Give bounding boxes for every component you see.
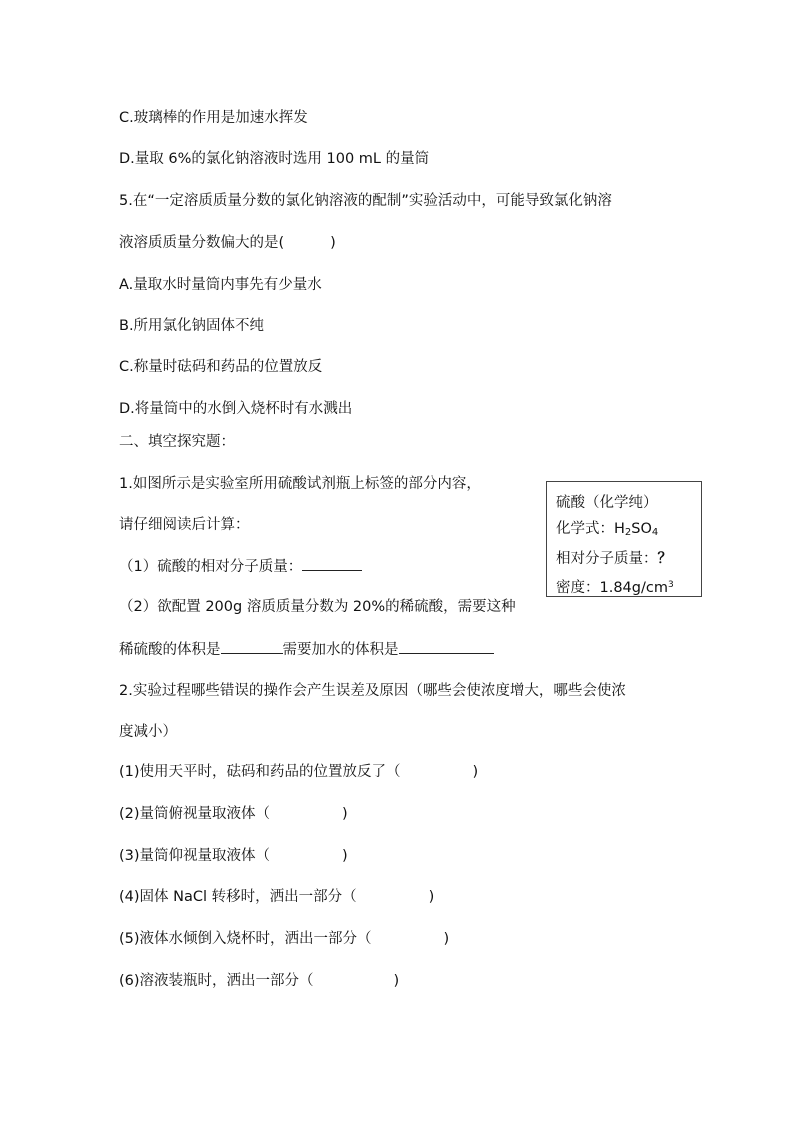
label-density: 密度：$1.84g/cm^3$ xyxy=(556,580,674,596)
option-5d: D.将量筒中的水倒入烧杯时有水溅出 xyxy=(119,401,353,417)
fill-1-q2: （2）欲配置 200g 溶质质量分数为 20%的稀硫酸，需要这种 xyxy=(119,599,516,615)
answer-blank[interactable] xyxy=(302,556,362,571)
label-molar-mass: 相对分子质量：？ xyxy=(556,551,672,567)
option-4c: C.玻璃棒的作用是加速水挥发 xyxy=(119,110,308,126)
fill-2-item-5: (5)液体水倾倒入烧杯时，洒出一部分（ ) xyxy=(119,931,450,947)
fill-2-stem-cont: 度减小） xyxy=(119,724,177,740)
option-5b: B.所用氯化钠固体不纯 xyxy=(119,318,265,334)
reagent-label-box xyxy=(546,481,702,597)
fill-1-q1-text: （1）硫酸的相对分子质量： xyxy=(119,559,303,575)
fill-2-stem: 2.实验过程哪些错误的操作会产生误差及原因（哪些会使浓度增大，哪些会使浓 xyxy=(119,683,626,699)
option-4d: D.量取 6%的氯化钠溶液时选用 100 mL 的量筒 xyxy=(119,151,430,167)
fill-2-item-2: (2)量筒俯视量取液体（ ) xyxy=(119,806,348,822)
option-5c: C.称量时砝码和药品的位置放反 xyxy=(119,359,323,375)
answer-paren-close: ) xyxy=(330,235,336,251)
fill-1-stem: 1.如图所示是实验室所用硫酸试剂瓶上标签的部分内容， xyxy=(119,476,481,492)
fill-1-q2-text-a: 稀硫酸的体积是 xyxy=(119,642,221,658)
fill-1-q2-cont xyxy=(119,639,494,660)
fill-1-q1 xyxy=(119,556,362,577)
label-name: 硫酸（化学纯） xyxy=(556,495,658,511)
fill-1-q2-text-b: 需要加水的体积是 xyxy=(282,642,399,658)
question-5-stem-cont xyxy=(119,233,336,253)
fill-2-item-1: (1)使用天平时，砝码和药品的位置放反了（ ) xyxy=(119,764,479,780)
question-5-stem: 5.在“一定溶质质量分数的氯化钠溶液的配制”实验活动中，可能导致氯化钠溶 xyxy=(119,193,612,209)
answer-blank[interactable] xyxy=(399,639,494,654)
section-heading: 二、填空探究题： xyxy=(119,434,235,450)
fill-2-item-3: (3)量筒仰视量取液体（ ) xyxy=(119,848,348,864)
fill-2-item-4: (4)固体 NaCl 转移时，洒出一部分（ ) xyxy=(119,889,435,905)
label-formula: 化学式：$H_2SO_4$ xyxy=(556,521,659,538)
question-5-stem-text: 液溶质质量分数偏大的是( xyxy=(119,235,285,251)
option-5a: A.量取水时量筒内事先有少量水 xyxy=(119,277,322,293)
answer-blank[interactable] xyxy=(221,639,283,654)
fill-1-stem-cont: 请仔细阅读后计算： xyxy=(119,517,250,533)
fill-2-item-6: (6)溶液装瓶时，洒出一部分（ ) xyxy=(119,973,400,989)
